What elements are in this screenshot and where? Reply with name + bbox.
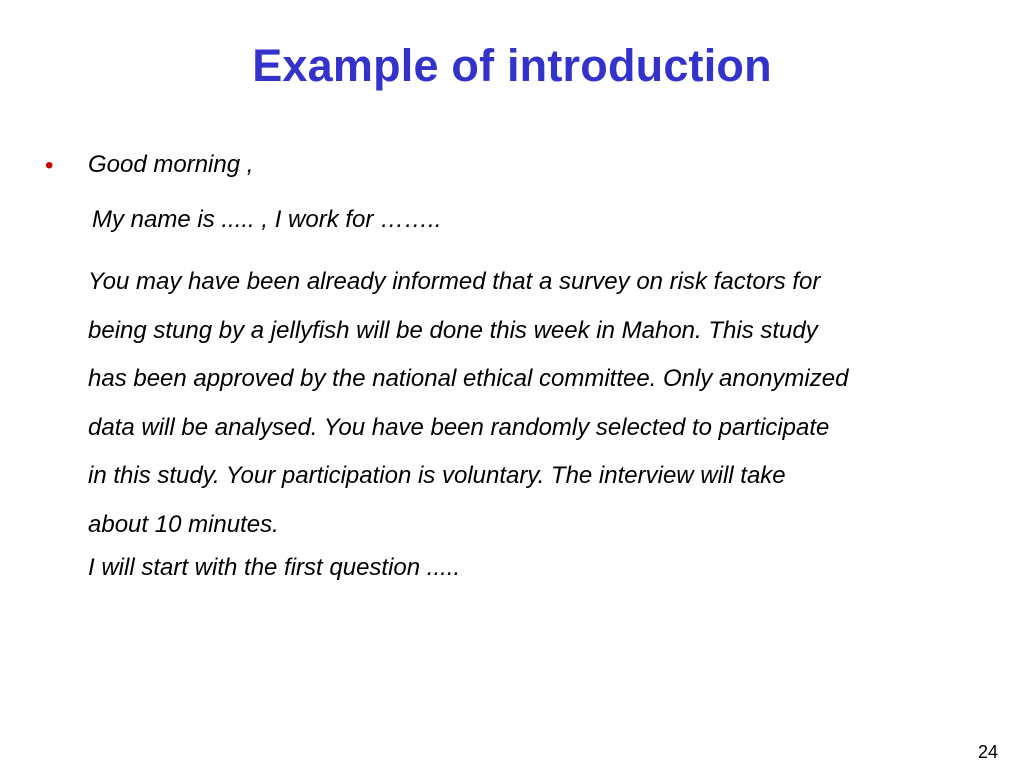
start-line-text: I will start with the first question ..... [88,554,461,581]
bullet-icon: • [45,152,54,179]
body-line: in this study. Your participation is voluntary. The interview will take [88,462,786,489]
body-paragraph [88,258,1008,549]
name-line-text: My name is ..... , I work for …….. [92,206,442,233]
greeting-text: Good morning , [88,151,254,178]
body-line: data will be analysed. You have been randomly selected to participate [88,413,830,441]
body-line: has been approved by the national ethical committee. Only anonymized [88,365,849,392]
body-line: You may have been already informed that a survey on risk factors for [88,268,821,295]
slide-title: Example of introduction [252,40,772,91]
page-number: 24 [977,742,998,762]
body-line: being stung by a jellyfish will be done this week in Mahon. This study [88,316,818,344]
body-line: about 10 minutes. [88,510,279,538]
